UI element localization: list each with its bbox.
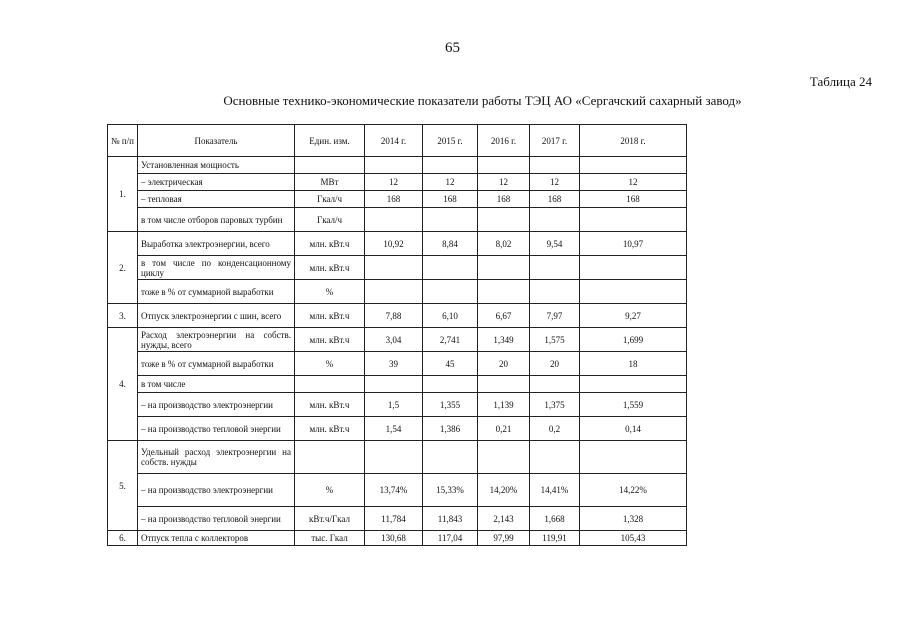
value-cell: 117,04 [423, 531, 478, 546]
indicators-table [107, 124, 687, 546]
value-cell [478, 256, 530, 280]
value-cell: 0,21 [478, 417, 530, 441]
value-cell: 0,2 [530, 417, 580, 441]
value-cell: 12 [423, 174, 478, 191]
indicator-name: Отпуск тепла с коллекторов [138, 531, 295, 546]
indicator-name: – на производство тепловой энергии [138, 417, 295, 441]
value-cell: 168 [580, 191, 687, 208]
value-cell: 1,5 [365, 393, 423, 417]
value-cell: 45 [423, 352, 478, 376]
header-year: 2018 г. [580, 125, 687, 157]
value-cell: 1,375 [530, 393, 580, 417]
indicator-name: Выработка электроэнергии, всего [138, 232, 295, 256]
value-cell [478, 376, 530, 393]
value-cell: 168 [530, 191, 580, 208]
indicator-name: тоже в % от суммарной выработки [138, 352, 295, 376]
value-cell [365, 441, 423, 474]
value-cell [580, 157, 687, 174]
table-row [108, 280, 687, 304]
value-cell [478, 441, 530, 474]
header-year: 2014 г. [365, 125, 423, 157]
unit-cell: млн. кВт.ч [295, 256, 365, 280]
value-cell: 1,699 [580, 328, 687, 352]
table-row [108, 304, 687, 328]
row-number: 6. [108, 531, 138, 546]
unit-cell: тыс. Гкал [295, 531, 365, 546]
value-cell: 0,14 [580, 417, 687, 441]
value-cell: 97,99 [478, 531, 530, 546]
indicator-name: – на производство электроэнергии [138, 393, 295, 417]
value-cell [478, 157, 530, 174]
table-row [108, 208, 687, 232]
value-cell [365, 157, 423, 174]
value-cell: 1,668 [530, 507, 580, 531]
value-cell: 105,43 [580, 531, 687, 546]
value-cell: 14,41% [530, 474, 580, 507]
indicator-name: в том числе отборов паровых турбин [138, 208, 295, 232]
unit-cell: % [295, 474, 365, 507]
unit-cell: Гкал/ч [295, 191, 365, 208]
table-row [108, 531, 687, 546]
value-cell [530, 280, 580, 304]
row-number: 4. [108, 328, 138, 441]
indicator-name: Отпуск электроэнергии с шин, всего [138, 304, 295, 328]
value-cell: 1,54 [365, 417, 423, 441]
value-cell [530, 157, 580, 174]
value-cell [580, 280, 687, 304]
indicator-name: в том числе [138, 376, 295, 393]
value-cell: 168 [423, 191, 478, 208]
value-cell: 11,843 [423, 507, 478, 531]
table-row [108, 191, 687, 208]
value-cell: 1,559 [580, 393, 687, 417]
unit-cell: кВт.ч/Гкал [295, 507, 365, 531]
value-cell [365, 280, 423, 304]
table-row [108, 441, 687, 474]
value-cell [580, 441, 687, 474]
page-number: 65 [445, 40, 460, 56]
value-cell: 10,97 [580, 232, 687, 256]
indicator-name: в том числе по конденсационному циклу [138, 256, 295, 280]
value-cell: 18 [580, 352, 687, 376]
table-row [108, 474, 687, 507]
unit-cell [295, 441, 365, 474]
value-cell: 7,97 [530, 304, 580, 328]
unit-cell: МВт [295, 174, 365, 191]
value-cell [580, 256, 687, 280]
indicator-name: – на производство тепловой энергии [138, 507, 295, 531]
row-number: 3. [108, 304, 138, 328]
table-row [108, 417, 687, 441]
indicator-name: Установленная мощность [138, 157, 295, 174]
value-cell: 2,741 [423, 328, 478, 352]
value-cell: 6,10 [423, 304, 478, 328]
table-row [108, 352, 687, 376]
value-cell: 39 [365, 352, 423, 376]
unit-cell: млн. кВт.ч [295, 304, 365, 328]
value-cell: 14,22% [580, 474, 687, 507]
unit-cell: % [295, 280, 365, 304]
value-cell: 20 [530, 352, 580, 376]
value-cell [580, 376, 687, 393]
value-cell: 1,139 [478, 393, 530, 417]
value-cell: 12 [580, 174, 687, 191]
indicator-name: тоже в % от суммарной выработки [138, 280, 295, 304]
table-row [108, 174, 687, 191]
value-cell [365, 376, 423, 393]
value-cell: 3,04 [365, 328, 423, 352]
table-row [108, 328, 687, 352]
indicator-name: – электрическая [138, 174, 295, 191]
value-cell [478, 280, 530, 304]
value-cell: 13,74% [365, 474, 423, 507]
value-cell: 2,143 [478, 507, 530, 531]
value-cell [530, 376, 580, 393]
table-row [108, 232, 687, 256]
value-cell: 1,386 [423, 417, 478, 441]
unit-cell: Гкал/ч [295, 208, 365, 232]
indicator-name: – тепловая [138, 191, 295, 208]
value-cell: 12 [530, 174, 580, 191]
table-header-row [108, 125, 687, 157]
header-indicator: Показатель [138, 125, 295, 157]
value-cell: 9,27 [580, 304, 687, 328]
value-cell: 1,575 [530, 328, 580, 352]
unit-cell: % [295, 352, 365, 376]
header-num: № п/п [108, 125, 138, 157]
value-cell: 130,68 [365, 531, 423, 546]
value-cell [478, 208, 530, 232]
value-cell: 119,91 [530, 531, 580, 546]
value-cell [423, 441, 478, 474]
value-cell: 1,349 [478, 328, 530, 352]
unit-cell: млн. кВт.ч [295, 417, 365, 441]
indicator-name: – на производство электроэнергии [138, 474, 295, 507]
value-cell: 6,67 [478, 304, 530, 328]
indicator-name: Расход электроэнергии на собств. нужды, всего [138, 328, 295, 352]
table-row [108, 376, 687, 393]
value-cell: 168 [365, 191, 423, 208]
value-cell: 12 [365, 174, 423, 191]
table-row [108, 157, 687, 174]
header-year: 2015 г. [423, 125, 478, 157]
value-cell [423, 157, 478, 174]
value-cell: 12 [478, 174, 530, 191]
header-year: 2017 г. [530, 125, 580, 157]
value-cell: 8,84 [423, 232, 478, 256]
table-row [108, 507, 687, 531]
document-title: Основные технико-экономические показатели работы ТЭЦ АО «Сергачский сахарный завод» [223, 93, 742, 108]
value-cell: 14,20% [478, 474, 530, 507]
value-cell: 15,33% [423, 474, 478, 507]
value-cell [365, 256, 423, 280]
unit-cell: млн. кВт.ч [295, 328, 365, 352]
value-cell: 168 [478, 191, 530, 208]
value-cell [530, 441, 580, 474]
value-cell: 11,784 [365, 507, 423, 531]
value-cell [365, 208, 423, 232]
value-cell: 9,54 [530, 232, 580, 256]
unit-cell: млн. кВт.ч [295, 393, 365, 417]
unit-cell [295, 376, 365, 393]
value-cell [423, 376, 478, 393]
value-cell [423, 208, 478, 232]
value-cell [423, 280, 478, 304]
value-cell: 20 [478, 352, 530, 376]
value-cell: 1,328 [580, 507, 687, 531]
value-cell: 8,02 [478, 232, 530, 256]
value-cell: 7,88 [365, 304, 423, 328]
table-label: Таблица 24 [809, 74, 872, 89]
unit-cell [295, 157, 365, 174]
value-cell [530, 208, 580, 232]
value-cell [423, 256, 478, 280]
value-cell: 10,92 [365, 232, 423, 256]
indicator-name: Удельный расход электроэнергии на собств. нужды [138, 441, 295, 474]
unit-cell: млн. кВт.ч [295, 232, 365, 256]
value-cell: 1,355 [423, 393, 478, 417]
value-cell [530, 256, 580, 280]
row-number: 2. [108, 232, 138, 304]
value-cell [580, 208, 687, 232]
row-number: 5. [108, 441, 138, 531]
header-unit: Един. изм. [295, 125, 365, 157]
row-number: 1. [108, 157, 138, 232]
table-row [108, 393, 687, 417]
header-year: 2016 г. [478, 125, 530, 157]
table-row [108, 256, 687, 280]
